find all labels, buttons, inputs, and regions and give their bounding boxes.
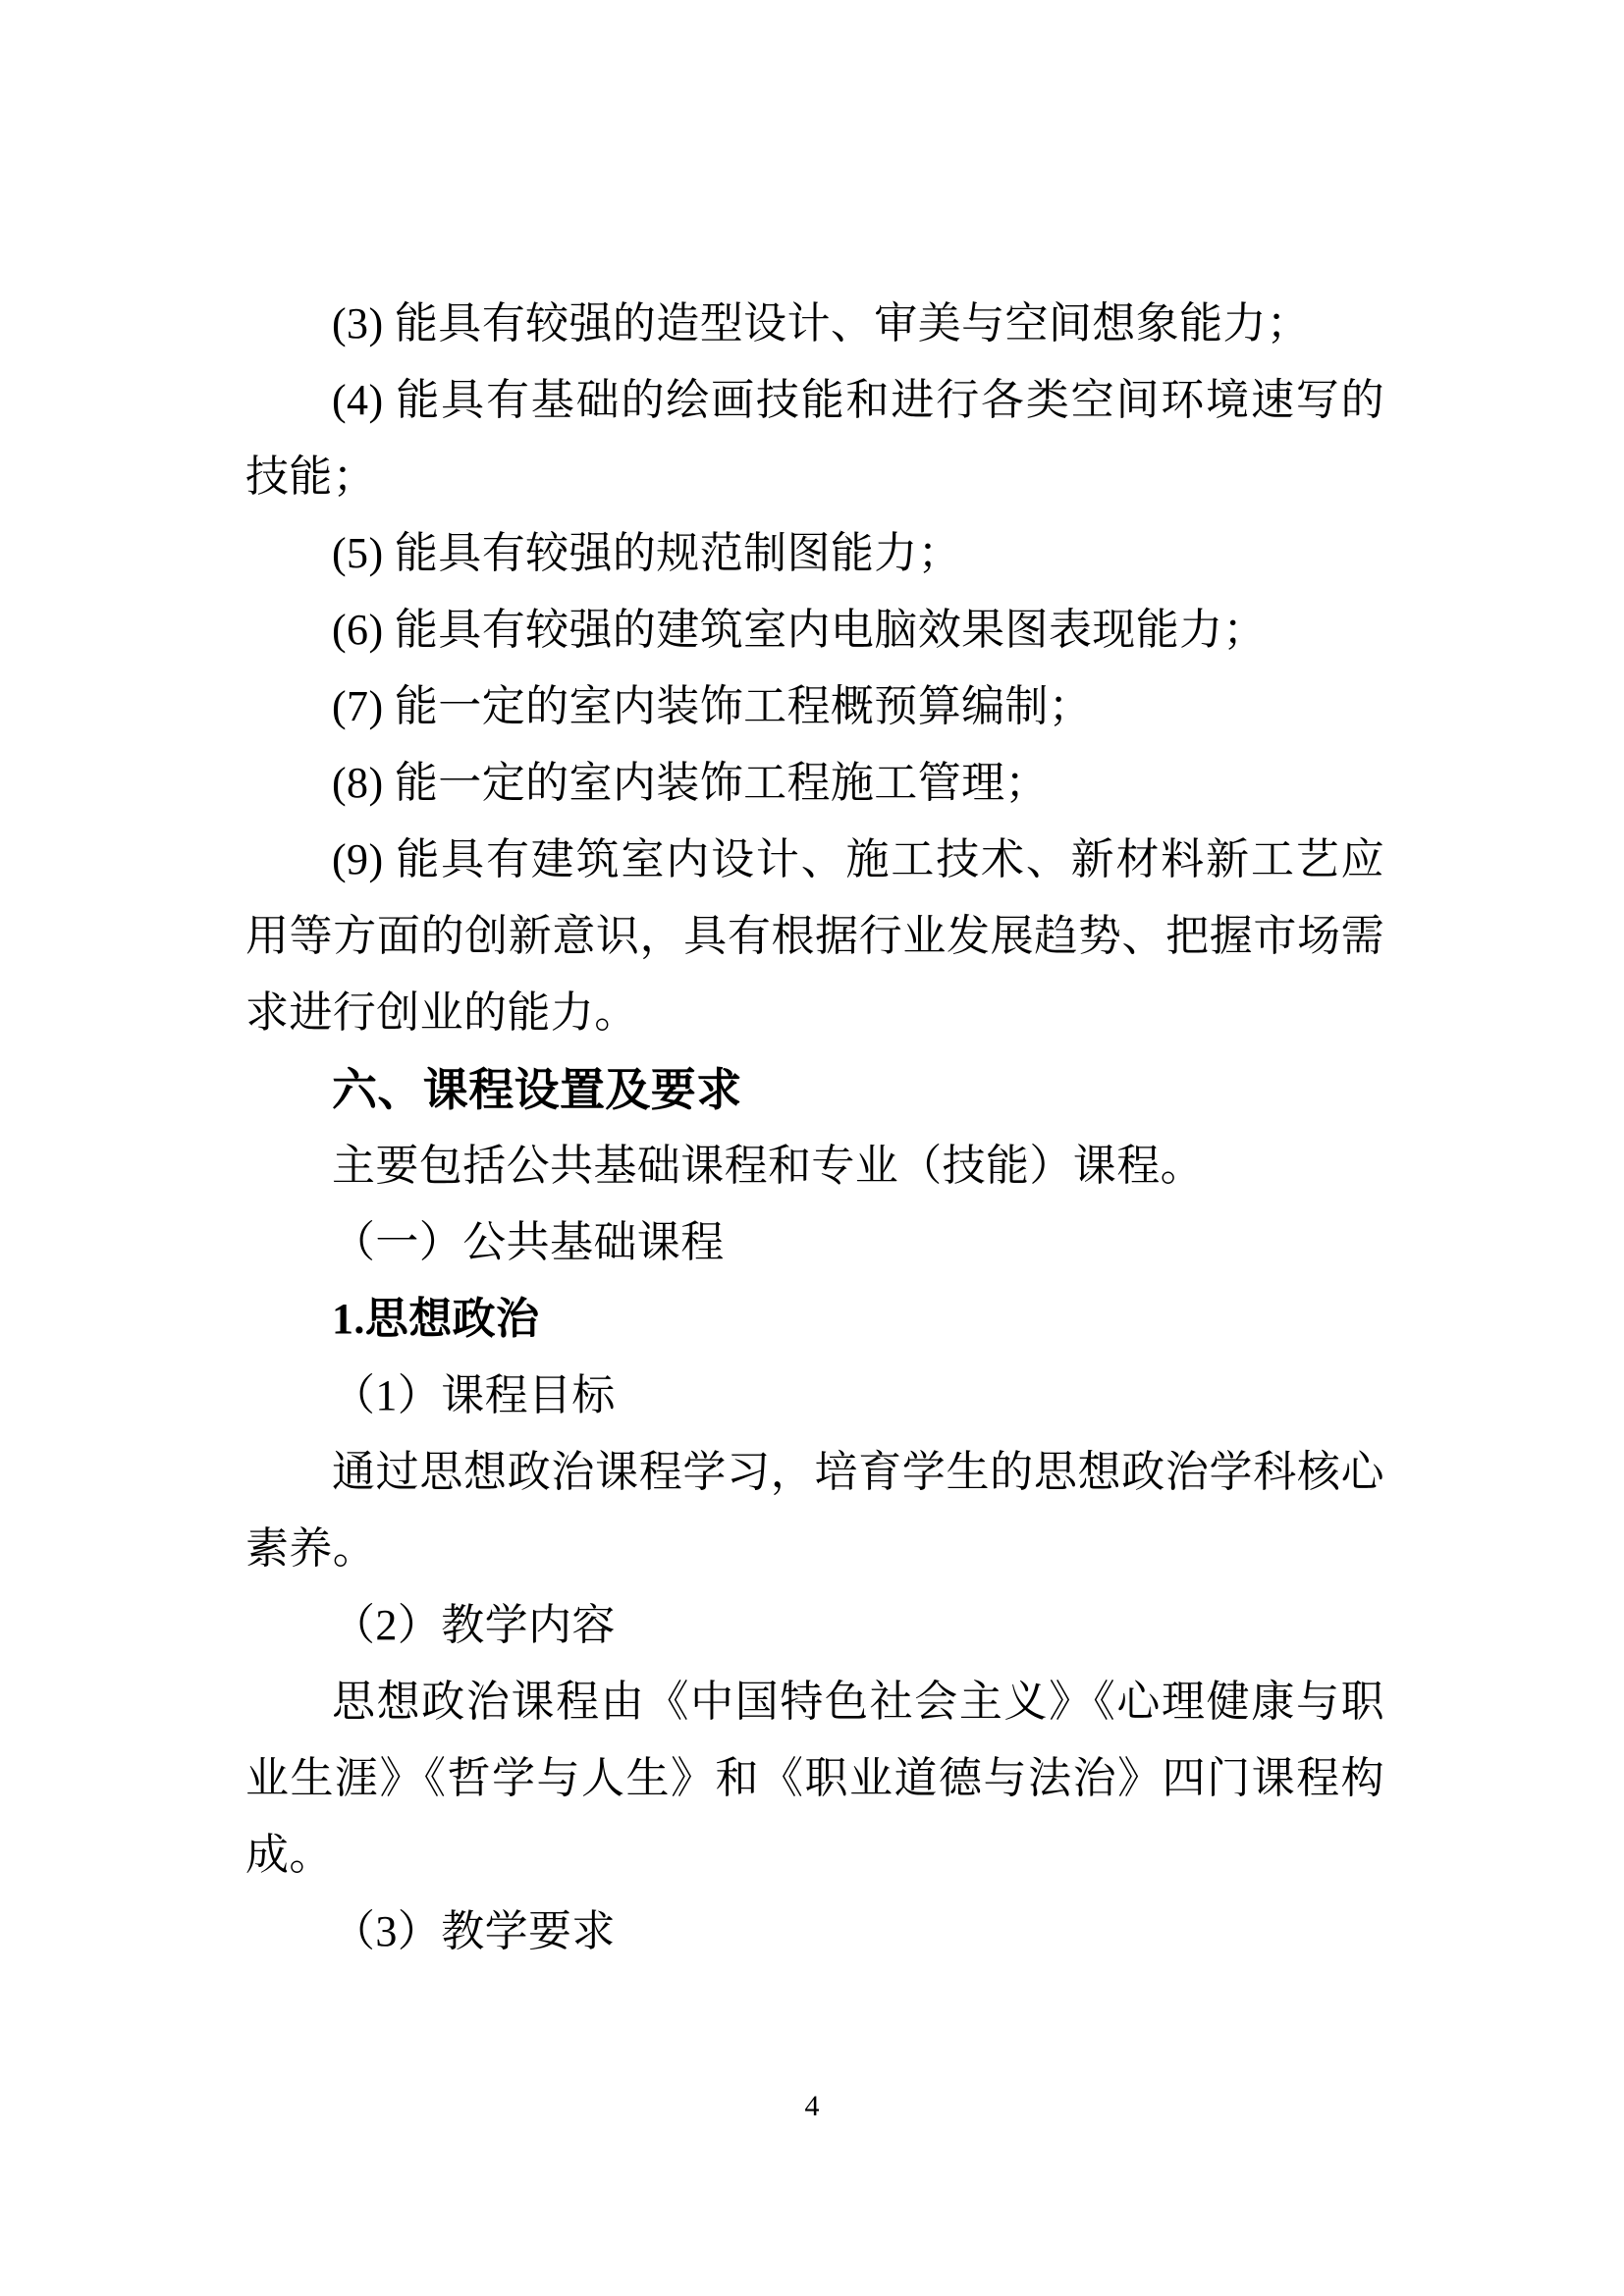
section-intro-paragraph: 主要包括公共基础课程和专业（技能）课程。 [332,1142,1204,1190]
list-item-3: (3) 能具有较强的造型设计、审美与空间想象能力； [332,299,1311,347]
list-item-4-line-1: (4) 能具有基础的绘画技能和进行各类空间环境速写的 [332,376,1384,424]
list-item-4-line-2: 技能； [245,453,377,501]
document-text-block [245,286,1384,1970]
sub-item-3-teaching-requirements: （3）教学要求 [332,1907,616,1955]
sub-item-2-teaching-content: （2）教学内容 [332,1601,616,1649]
section-heading-six: 六、课程设置及要求 [332,1064,742,1115]
teaching-content-paragraph-line-1: 思想政治课程由《中国特色社会主义》《心理健康与职 [332,1678,1384,1726]
page-number: 4 [804,2090,820,2122]
list-item-8: (8) 能一定的室内装饰工程施工管理； [332,759,1049,807]
list-item-6: (6) 能具有较强的建筑室内电脑效果图表现能力； [332,606,1267,654]
sub-item-1-course-goal: （1）课程目标 [332,1371,616,1419]
list-item-7: (7) 能一定的室内装饰工程概预算编制； [332,682,1093,730]
list-item-9-line-3: 求进行创业的能力。 [245,988,638,1037]
course-goal-paragraph-line-1: 通过思想政治课程学习，培育学生的思想政治学科核心 [332,1448,1384,1496]
list-item-9-line-2: 用等方面的创新意识，具有根据行业发展趋势、把握市场需 [245,912,1384,960]
teaching-content-paragraph-line-2: 业生涯》《哲学与人生》和《职业道德与法治》四门课程构 [245,1754,1384,1802]
list-item-5: (5) 能具有较强的规范制图能力； [332,529,962,577]
list-item-9-line-1: (9) 能具有建筑室内设计、施工技术、新材料新工艺应 [332,835,1384,883]
course-heading-ideology-politics: 1.思想政治 [332,1295,540,1343]
course-goal-paragraph-line-2: 素养。 [245,1524,377,1573]
teaching-content-paragraph-line-3: 成。 [245,1831,333,1879]
subsection-heading-one: （一）公共基础课程 [332,1218,725,1266]
